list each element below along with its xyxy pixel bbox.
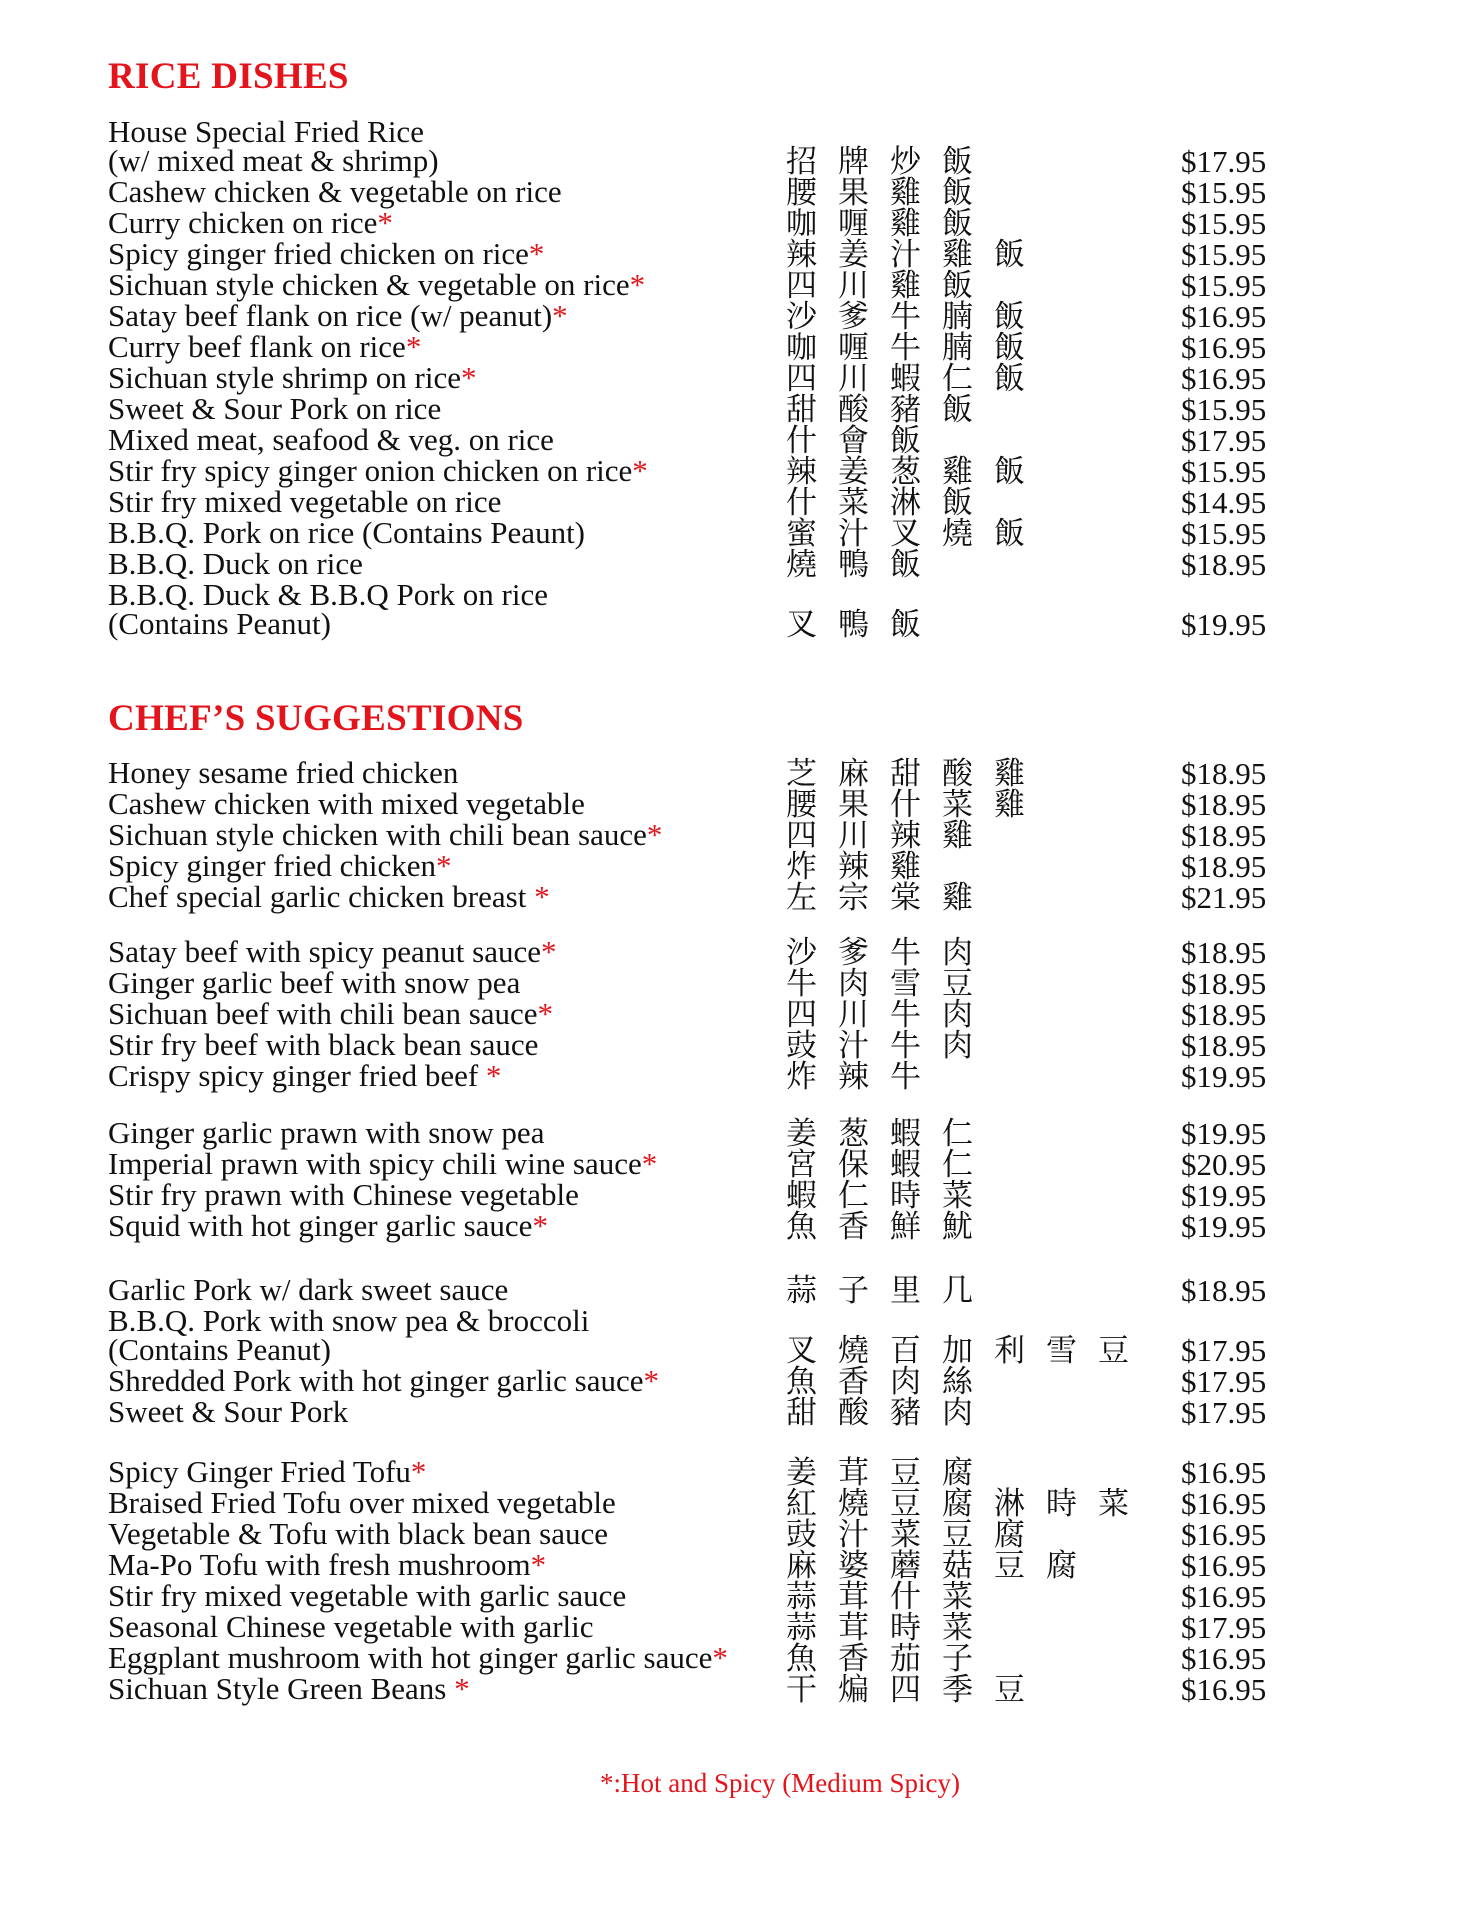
- dish-name: [108, 174, 788, 209]
- dish-name: [108, 298, 788, 333]
- dish-name: [108, 236, 788, 271]
- chef-group-pork: [0, 1272, 1484, 1430]
- menu-item: [0, 236, 1484, 272]
- dish-chinese-name: 蒜茸時菜: [786, 1610, 994, 1645]
- menu-item: [0, 1272, 1484, 1308]
- dish-price: $18.95: [1181, 1273, 1267, 1308]
- chefs-suggestions-title: CHEF’S SUGGESTIONS: [108, 698, 524, 739]
- dish-name: [108, 1027, 788, 1062]
- dish-chinese-name: 招牌炒飯: [786, 144, 994, 179]
- dish-name-text: Ginger garlic beef with snow pea: [108, 965, 521, 1000]
- dish-name: [108, 453, 788, 488]
- dish-name: [108, 934, 788, 969]
- dish-name: [108, 965, 788, 1000]
- dish-chinese-name: 咖喱雞飯: [786, 206, 994, 241]
- menu-item: [0, 1547, 1484, 1583]
- dish-name-text: Sichuan style chicken with chili bean sauce: [108, 817, 647, 852]
- menu-item: [0, 546, 1484, 582]
- spicy-star-icon: *: [435, 848, 452, 883]
- dish-name-text: Sweet & Sour Pork on rice: [108, 391, 442, 426]
- dish-chinese-name: 蒜子里几: [786, 1273, 994, 1308]
- menu-item: [0, 1146, 1484, 1182]
- dish-name-text: Shredded Pork with hot ginger garlic sauce: [108, 1363, 644, 1398]
- dish-price: $19.95: [1181, 1116, 1267, 1151]
- spicy-star-icon: *: [528, 236, 545, 271]
- dish-name-text: B.B.Q. Pork on rice (Contains Peaunt): [108, 515, 586, 550]
- spicy-star-icon: *: [461, 360, 477, 395]
- menu-item: [0, 1609, 1484, 1645]
- spicy-star-icon: *: [534, 879, 550, 914]
- menu-item: [0, 453, 1484, 489]
- dish-name: [108, 267, 788, 302]
- dish-name: [108, 1671, 788, 1706]
- dish-price: $18.95: [1181, 935, 1267, 970]
- menu-item: [0, 422, 1484, 458]
- dish-name-text: Cashew chicken & vegetable on rice: [108, 174, 562, 209]
- dish-name-text: Mixed meat, seafood & veg. on rice: [108, 422, 554, 457]
- dish-name: [108, 1394, 788, 1429]
- dish-chinese-name: 腰果什菜雞: [786, 787, 1046, 822]
- dish-name-text: Satay beef with spicy peanut sauce: [108, 934, 541, 969]
- dish-price: $19.95: [1181, 607, 1267, 642]
- dish-name: [108, 786, 788, 821]
- dish-name-text: Stir fry spicy ginger onion chicken on rice: [108, 453, 633, 488]
- dish-price: $16.95: [1181, 361, 1267, 396]
- menu-item: [0, 267, 1484, 303]
- dish-price: $18.95: [1181, 966, 1267, 1001]
- menu-item: [0, 1208, 1484, 1244]
- dish-price: $17.95: [1181, 1395, 1267, 1430]
- dish-name-text: Spicy ginger fried chicken on rice: [108, 236, 529, 271]
- dish-chinese-name: 咖喱牛腩飯: [786, 330, 1046, 365]
- dish-chinese-name: 魚香肉絲: [786, 1364, 994, 1399]
- dish-price: $16.95: [1181, 1486, 1267, 1521]
- menu-item: [0, 1454, 1484, 1490]
- menu-item: [0, 1303, 1484, 1368]
- dish-name-text: B.B.Q. Duck on rice: [108, 546, 363, 581]
- dish-chinese-name: 辣姜葱雞飯: [786, 454, 1046, 489]
- dish-price: $17.95: [1181, 1364, 1267, 1399]
- menu-item: [0, 1058, 1484, 1094]
- chef-group-prawn: [0, 1115, 1484, 1244]
- dish-price: $19.95: [1181, 1059, 1267, 1094]
- dish-price: $17.95: [1181, 1610, 1267, 1645]
- dish-name: [108, 1454, 788, 1489]
- dish-chinese-name: 蝦仁時菜: [786, 1178, 994, 1213]
- dish-price: $18.95: [1181, 787, 1267, 822]
- spicy-star-icon: *: [405, 329, 422, 364]
- menu-item: [0, 174, 1484, 210]
- dish-name: [108, 1303, 788, 1367]
- dish-chinese-name: 什會飯: [786, 423, 942, 458]
- dish-chinese-name: 豉汁菜豆腐: [786, 1517, 1046, 1552]
- dish-chinese-name: 沙爹牛肉: [786, 935, 994, 970]
- dish-chinese-name: 炸辣雞: [786, 849, 942, 884]
- menu-item: [0, 1115, 1484, 1151]
- dish-name-text: Stir fry mixed vegetable on rice: [108, 484, 502, 519]
- dish-chinese-name: 芝麻甜酸雞: [786, 756, 1046, 791]
- spicy-star-icon: *: [410, 1454, 427, 1489]
- dish-price: $16.95: [1181, 330, 1267, 365]
- dish-name: [108, 205, 788, 240]
- dish-name-text: Cashew chicken with mixed vegetable: [108, 786, 585, 821]
- dish-name-note: (Contains Peanut): [108, 1332, 331, 1367]
- dish-name: [108, 391, 788, 426]
- dish-name-text: Squid with hot ginger garlic sauce: [108, 1208, 533, 1243]
- spicy-star-icon: *: [643, 1363, 659, 1398]
- dish-price: $15.95: [1181, 392, 1267, 427]
- menu-item: [0, 484, 1484, 520]
- dish-chinese-name: 四川牛肉: [786, 997, 994, 1032]
- spicy-star-icon: *: [712, 1640, 728, 1675]
- dish-price: $17.95: [1181, 144, 1267, 179]
- dish-name: [108, 546, 788, 581]
- dish-price: $18.95: [1181, 1028, 1267, 1063]
- dish-chinese-name: 魚香茄子: [786, 1641, 994, 1676]
- spicy-star-icon: *: [485, 1058, 502, 1093]
- dish-chinese-name: 蒜茸什菜: [786, 1579, 994, 1614]
- spicy-star-icon: *: [632, 453, 648, 488]
- dish-name-text: Braised Fried Tofu over mixed vegetable: [108, 1485, 616, 1520]
- dish-price: $16.95: [1181, 1455, 1267, 1490]
- dish-price: $16.95: [1181, 1517, 1267, 1552]
- dish-price: $15.95: [1181, 175, 1267, 210]
- menu-item: [0, 1177, 1484, 1213]
- dish-chinese-name: 什菜淋飯: [786, 485, 994, 520]
- dish-chinese-name: 干煸四季豆: [786, 1672, 1046, 1707]
- dish-name: [108, 817, 788, 852]
- dish-name: [108, 515, 788, 550]
- menu-item: [0, 1485, 1484, 1521]
- dish-chinese-name: 腰果雞飯: [786, 175, 994, 210]
- dish-name-text: Stir fry prawn with Chinese vegetable: [108, 1177, 579, 1212]
- dish-name: [108, 848, 788, 883]
- dish-price: $16.95: [1181, 299, 1267, 334]
- menu-item: [0, 848, 1484, 884]
- menu-item: [0, 1640, 1484, 1676]
- dish-price: $20.95: [1181, 1147, 1267, 1182]
- dish-name: [108, 114, 788, 178]
- dish-price: $15.95: [1181, 516, 1267, 551]
- dish-name: [108, 484, 788, 519]
- dish-chinese-name: 四川蝦仁飯: [786, 361, 1046, 396]
- dish-price: $15.95: [1181, 268, 1267, 303]
- dish-chinese-name: 叉鴨飯: [786, 607, 942, 642]
- dish-price: $18.95: [1181, 997, 1267, 1032]
- dish-name-text: Curry beef flank on rice: [108, 329, 406, 364]
- dish-name: [108, 1272, 788, 1307]
- dish-name-text: Sichuan style shrimp on rice: [108, 360, 461, 395]
- spicy-star-icon: *: [532, 1208, 548, 1243]
- menu-item: [0, 1027, 1484, 1063]
- menu-item: [0, 577, 1484, 642]
- dish-name: [108, 1578, 788, 1613]
- dish-name: [108, 360, 788, 395]
- dish-chinese-name: 宮保蝦仁: [786, 1147, 994, 1182]
- spicy-star-icon: *: [530, 1547, 547, 1582]
- dish-name-text: Ginger garlic prawn with snow pea: [108, 1115, 545, 1150]
- menu-item: [0, 965, 1484, 1001]
- dish-name-text: B.B.Q. Duck & B.B.Q Pork on rice: [108, 577, 549, 612]
- menu-item: [0, 1578, 1484, 1614]
- rice-dishes-list: [0, 114, 1484, 642]
- dish-price: $18.95: [1181, 756, 1267, 791]
- menu-item: [0, 114, 1484, 179]
- dish-name: [108, 329, 788, 364]
- spicy-star-icon: *: [629, 267, 646, 302]
- dish-name-text: B.B.Q. Pork with snow pea & broccoli: [108, 1303, 590, 1338]
- dish-name-text: Ma-Po Tofu with fresh mushroom: [108, 1547, 531, 1582]
- menu-item: [0, 205, 1484, 241]
- menu-item: [0, 298, 1484, 334]
- menu-item: [0, 996, 1484, 1032]
- menu-item: [0, 879, 1484, 915]
- dish-chinese-name: 姜茸豆腐: [786, 1455, 994, 1490]
- spicy-star-icon: *: [454, 1671, 470, 1706]
- dish-name-text: Eggplant mushroom with hot ginger garlic sauce: [108, 1640, 713, 1675]
- dish-chinese-name: 紅燒豆腐淋時菜: [786, 1486, 1150, 1521]
- dish-price: $17.95: [1181, 1333, 1267, 1368]
- dish-chinese-name: 麻婆蘑菇豆腐: [786, 1548, 1098, 1583]
- dish-chinese-name: 牛肉雪豆: [786, 966, 994, 1001]
- dish-chinese-name: 辣姜汁雞飯: [786, 237, 1046, 272]
- dish-price: $21.95: [1181, 880, 1267, 915]
- spicy-star-icon: *: [646, 817, 663, 852]
- dish-price: $14.95: [1181, 485, 1267, 520]
- dish-name-text: Stir fry mixed vegetable with garlic sauce: [108, 1578, 627, 1613]
- menu-item: [0, 934, 1484, 970]
- dish-chinese-name: 甜酸豬肉: [786, 1395, 994, 1430]
- dish-name: [108, 1058, 788, 1093]
- menu-item: [0, 1516, 1484, 1552]
- dish-name: [108, 1208, 788, 1243]
- dish-price: $16.95: [1181, 1672, 1267, 1707]
- dish-name: [108, 1146, 788, 1181]
- dish-name-note: (Contains Peanut): [108, 606, 331, 641]
- spicy-star-icon: *: [641, 1146, 658, 1181]
- dish-price: $19.95: [1181, 1209, 1267, 1244]
- menu-item: [0, 515, 1484, 551]
- dish-name: [108, 1640, 788, 1675]
- spicy-legend: *:Hot and Spicy (Medium Spicy): [600, 1768, 960, 1798]
- dish-name-text: Satay beef flank on rice (w/ peanut): [108, 298, 553, 333]
- dish-price: $15.95: [1181, 454, 1267, 489]
- dish-name: [108, 996, 788, 1031]
- dish-name-text: Curry chicken on rice: [108, 205, 378, 240]
- dish-price: $18.95: [1181, 547, 1267, 582]
- dish-chinese-name: 燒鴨飯: [786, 547, 942, 582]
- spicy-star-icon: *: [377, 205, 393, 240]
- menu-item: [0, 1363, 1484, 1399]
- dish-name: [108, 1177, 788, 1212]
- dish-name-text: Crispy spicy ginger fried beef: [108, 1058, 486, 1093]
- menu-item: [0, 755, 1484, 791]
- dish-name: [108, 1115, 788, 1150]
- dish-price: $16.95: [1181, 1548, 1267, 1583]
- dish-price: $18.95: [1181, 849, 1267, 884]
- dish-name-note: (w/ mixed meat & shrimp): [108, 143, 439, 178]
- chef-group-beef: [0, 934, 1484, 1094]
- dish-name: [108, 577, 788, 641]
- dish-name: [108, 1547, 788, 1582]
- chef-group-chicken: [0, 755, 1484, 915]
- dish-chinese-name: 炸辣牛: [786, 1059, 942, 1094]
- menu-item: [0, 329, 1484, 365]
- dish-chinese-name: 蜜汁叉燒飯: [786, 516, 1046, 551]
- dish-name-text: Sichuan Style Green Beans: [108, 1671, 455, 1706]
- dish-chinese-name: 四川辣雞: [786, 818, 994, 853]
- dish-name: [108, 422, 788, 457]
- dish-name-text: Sichuan beef with chili bean sauce: [108, 996, 538, 1031]
- dish-name-text: Spicy Ginger Fried Tofu: [108, 1454, 411, 1489]
- menu-item: [0, 817, 1484, 853]
- dish-chinese-name: 魚香鮮魷: [786, 1209, 994, 1244]
- dish-price: $16.95: [1181, 1641, 1267, 1676]
- spicy-star-icon: *: [541, 934, 557, 969]
- dish-price: $18.95: [1181, 818, 1267, 853]
- dish-name: [108, 1485, 788, 1520]
- dish-name: [108, 879, 788, 914]
- dish-price: $19.95: [1181, 1178, 1267, 1213]
- dish-chinese-name: 叉燒百加利雪豆: [786, 1333, 1150, 1368]
- dish-name-text: Stir fry beef with black bean sauce: [108, 1027, 539, 1062]
- dish-name: [108, 1516, 788, 1551]
- dish-name: [108, 1609, 788, 1644]
- dish-price: $16.95: [1181, 1579, 1267, 1614]
- dish-chinese-name: 豉汁牛肉: [786, 1028, 994, 1063]
- dish-name-text: Spicy ginger fried chicken: [108, 848, 436, 883]
- menu-item: [0, 1671, 1484, 1707]
- dish-name-text: House Special Fried Rice: [108, 114, 424, 149]
- menu-item: [0, 1394, 1484, 1430]
- dish-name-text: Sweet & Sour Pork: [108, 1394, 349, 1429]
- dish-price: $15.95: [1181, 206, 1267, 241]
- dish-name-text: Seasonal Chinese vegetable with garlic: [108, 1609, 594, 1644]
- dish-name: [108, 755, 788, 790]
- dish-price: $17.95: [1181, 423, 1267, 458]
- dish-name-text: Garlic Pork w/ dark sweet sauce: [108, 1272, 509, 1307]
- dish-chinese-name: 沙爹牛腩飯: [786, 299, 1046, 334]
- dish-chinese-name: 左宗棠雞: [786, 880, 994, 915]
- dish-name-text: Imperial prawn with spicy chili wine sauce: [108, 1146, 642, 1181]
- dish-name-text: Chef special garlic chicken breast: [108, 879, 535, 914]
- menu-item: [0, 786, 1484, 822]
- dish-chinese-name: 四川雞飯: [786, 268, 994, 303]
- rice-dishes-title: RICE DISHES: [108, 56, 349, 97]
- dish-price: $15.95: [1181, 237, 1267, 272]
- dish-name: [108, 1363, 788, 1398]
- menu-item: [0, 360, 1484, 396]
- dish-name-text: Honey sesame fried chicken: [108, 755, 459, 790]
- dish-name-text: Vegetable & Tofu with black bean sauce: [108, 1516, 608, 1551]
- spicy-star-icon: *: [552, 298, 568, 333]
- dish-name-text: Sichuan style chicken & vegetable on rice: [108, 267, 630, 302]
- dish-chinese-name: 甜酸豬飯: [786, 392, 994, 427]
- chef-group-tofu-vegetable: [0, 1454, 1484, 1707]
- dish-chinese-name: 姜葱蝦仁: [786, 1116, 994, 1151]
- spicy-star-icon: *: [537, 996, 554, 1031]
- menu-item: [0, 391, 1484, 427]
